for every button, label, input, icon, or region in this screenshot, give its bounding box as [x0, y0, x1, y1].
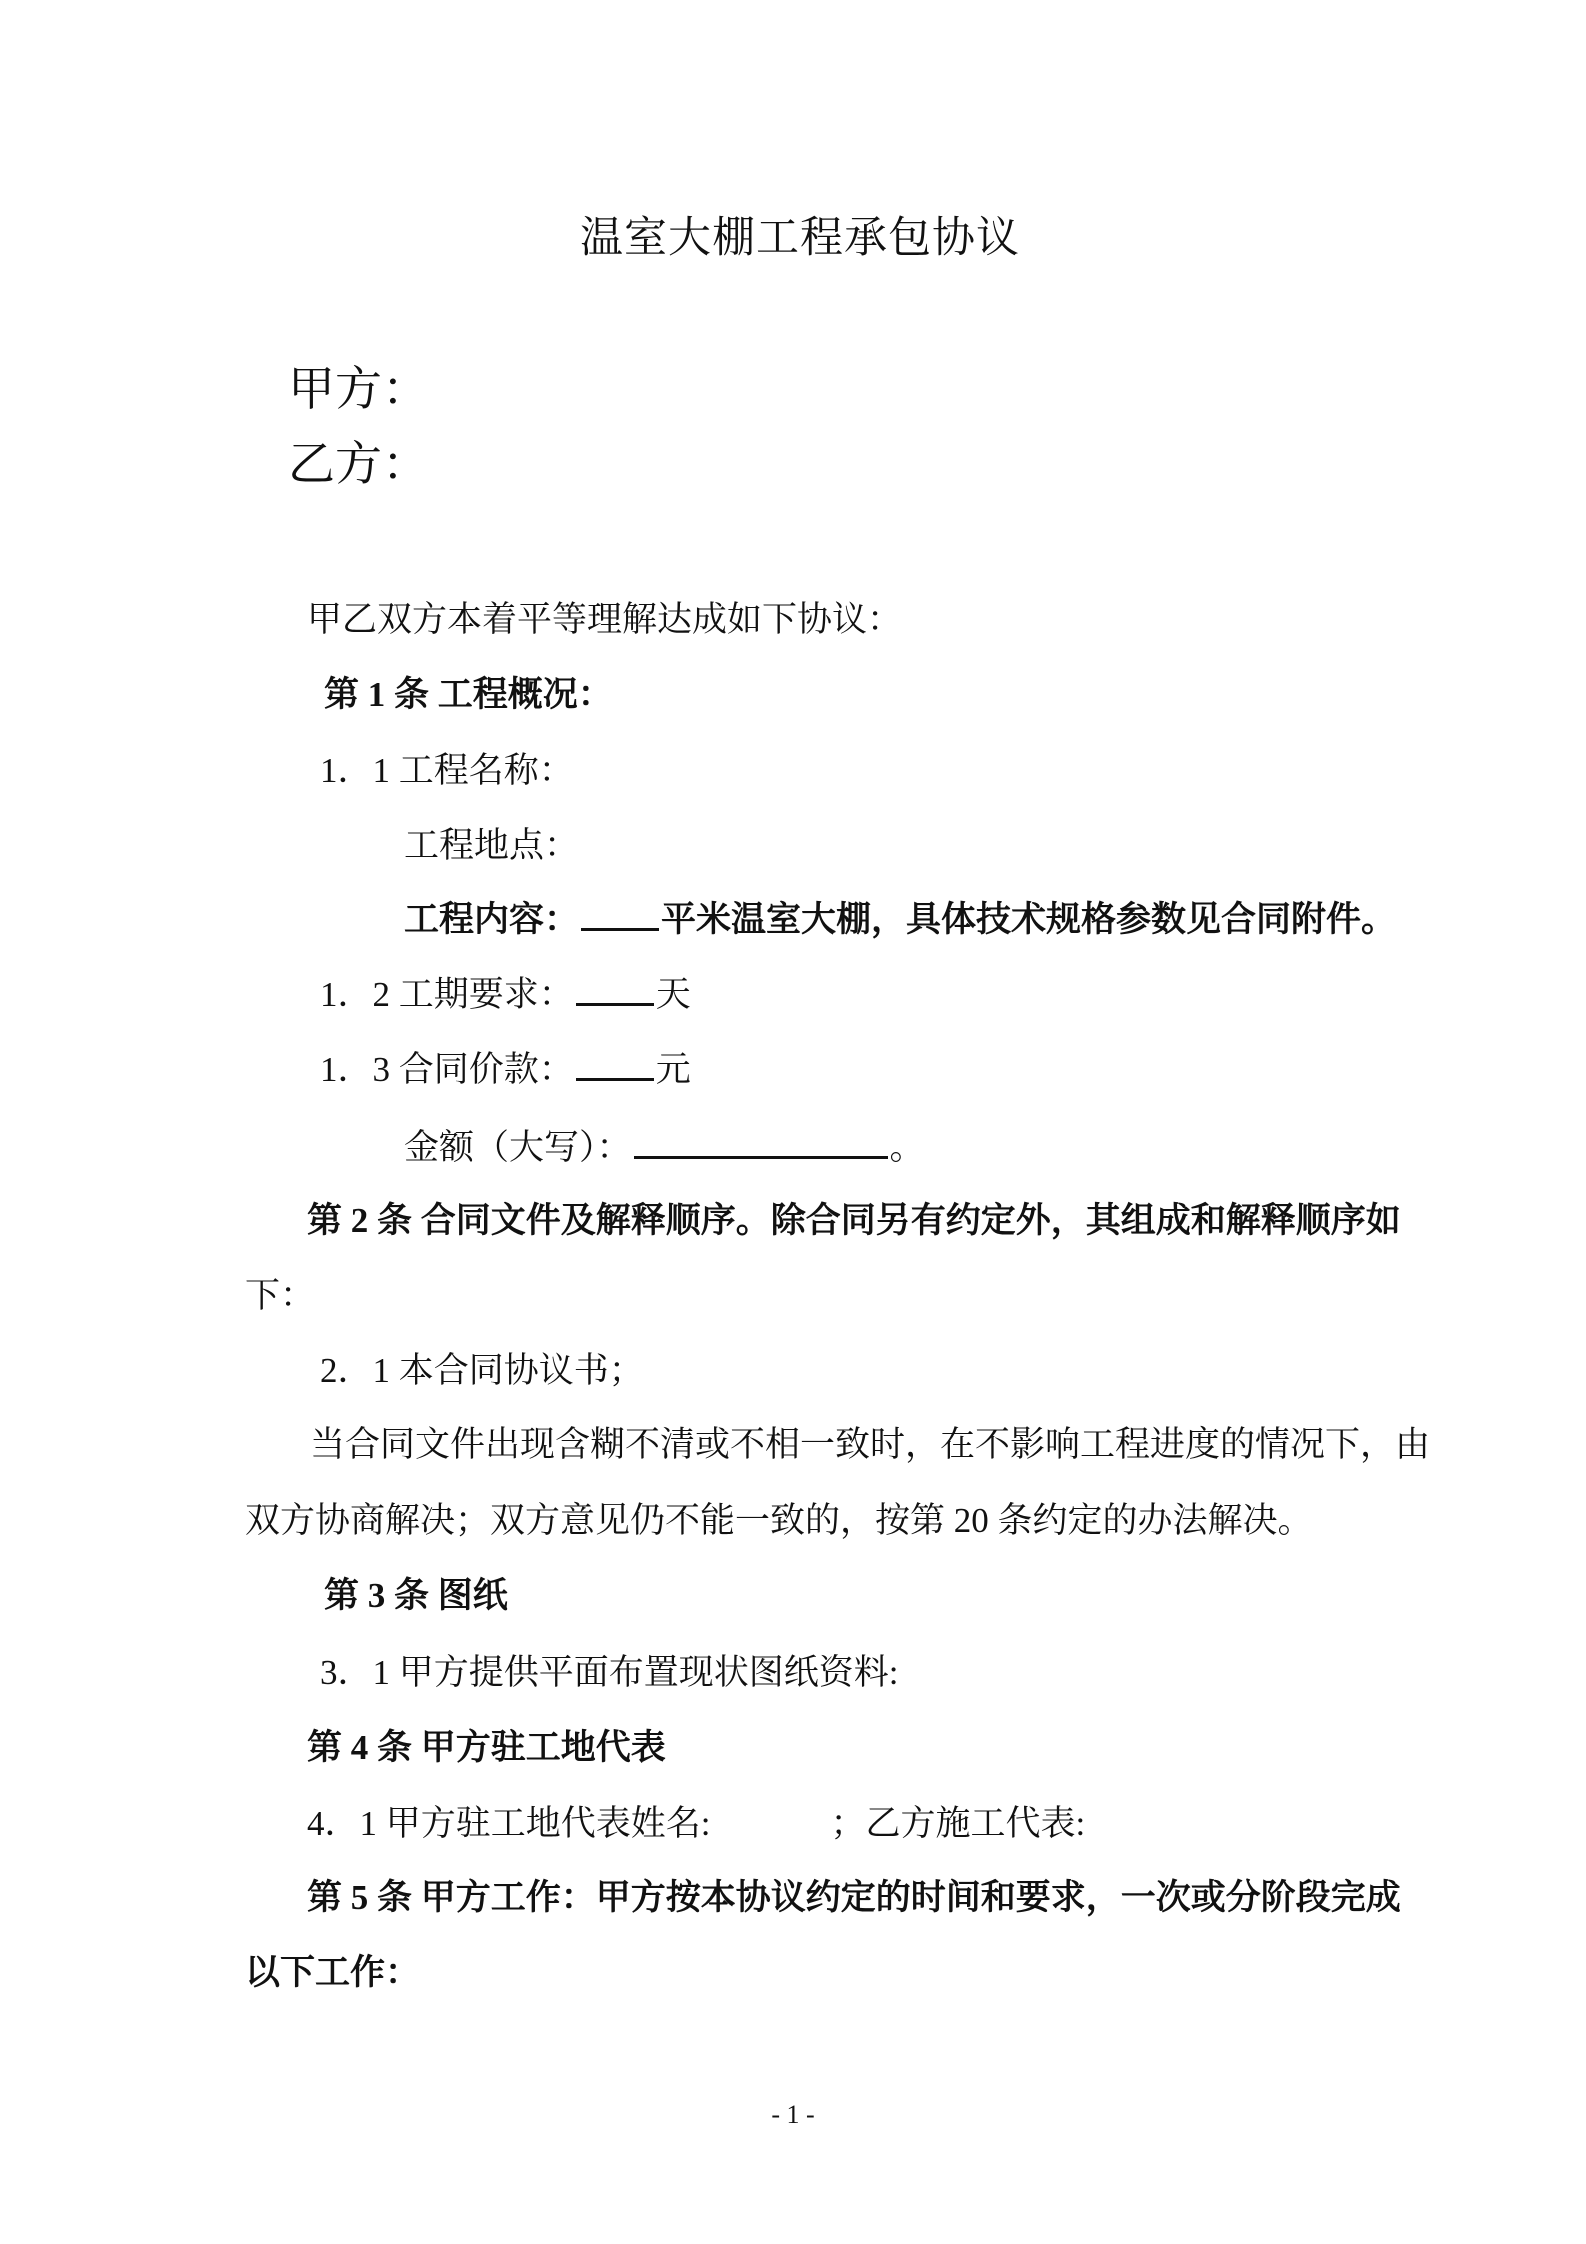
amount-line — [404, 1126, 925, 1170]
clause-4-1 — [307, 1802, 1085, 1846]
clause-2-1: 2．1 本合同协议书； — [320, 1351, 644, 1390]
page-number: - 1 - — [771, 2100, 815, 2129]
project-name: 1．1 工程名称： — [320, 751, 574, 790]
project-content-label: 工程内容： — [404, 900, 580, 939]
party-a-label: 甲方： — [288, 364, 429, 416]
price-unit: 元 — [655, 1050, 691, 1089]
intro-text: 甲乙双方本着平等理解达成如下协议： — [307, 600, 903, 639]
article-1-heading: 第 1 条 工程概况： — [324, 675, 613, 714]
price-blank — [576, 1048, 654, 1081]
document-title: 温室大棚工程承包协议 — [580, 215, 1020, 262]
project-content — [404, 898, 1396, 942]
party-b-label: 乙方： — [288, 439, 429, 491]
article-5-heading-cont: 以下工作： — [245, 1953, 421, 1992]
rep-b-label: ；乙方施工代表: — [830, 1804, 1086, 1843]
article-3-heading: 第 3 条 图纸 — [324, 1576, 508, 1615]
rep-a-label: 4．1 甲方驻工地代表姓名: — [307, 1804, 711, 1843]
article-2-heading: 第 2 条 合同文件及解释顺序。除合同另有约定外，其组成和解释顺序如 — [307, 1201, 1401, 1240]
amount-label: 金额（大写）： — [404, 1128, 632, 1167]
article-4-heading: 第 4 条 甲方驻工地代表 — [307, 1728, 666, 1767]
duration-unit: 天 — [655, 975, 691, 1014]
project-site: 工程地点： — [404, 826, 580, 865]
duration-blank — [576, 973, 654, 1006]
article-5-heading: 第 5 条 甲方工作：甲方按本协议约定的时间和要求，一次或分阶段完成 — [307, 1878, 1401, 1917]
amount-end: 。 — [889, 1128, 925, 1167]
amount-blank — [634, 1126, 888, 1159]
project-content-rest: 平米温室大棚，具体技术规格参数见合同附件。 — [661, 900, 1397, 939]
article-2-para-1: 当合同文件出现含糊不清或不相一致时，在不影响工程进度的情况下，由 — [310, 1425, 1431, 1464]
duration-line — [320, 973, 691, 1017]
price-label: 1．3 合同价款： — [320, 1050, 574, 1089]
article-2-para-2: 双方协商解决；双方意见仍不能一致的，按第 20 条约定的办法解决。 — [245, 1501, 1313, 1540]
clause-3-1: 3．1 甲方提供平面布置现状图纸资料: — [320, 1653, 899, 1692]
duration-label: 1．2 工期要求： — [320, 975, 574, 1014]
price-line — [320, 1048, 691, 1092]
article-2-heading-cont: 下： — [245, 1276, 316, 1315]
area-blank — [581, 898, 659, 931]
